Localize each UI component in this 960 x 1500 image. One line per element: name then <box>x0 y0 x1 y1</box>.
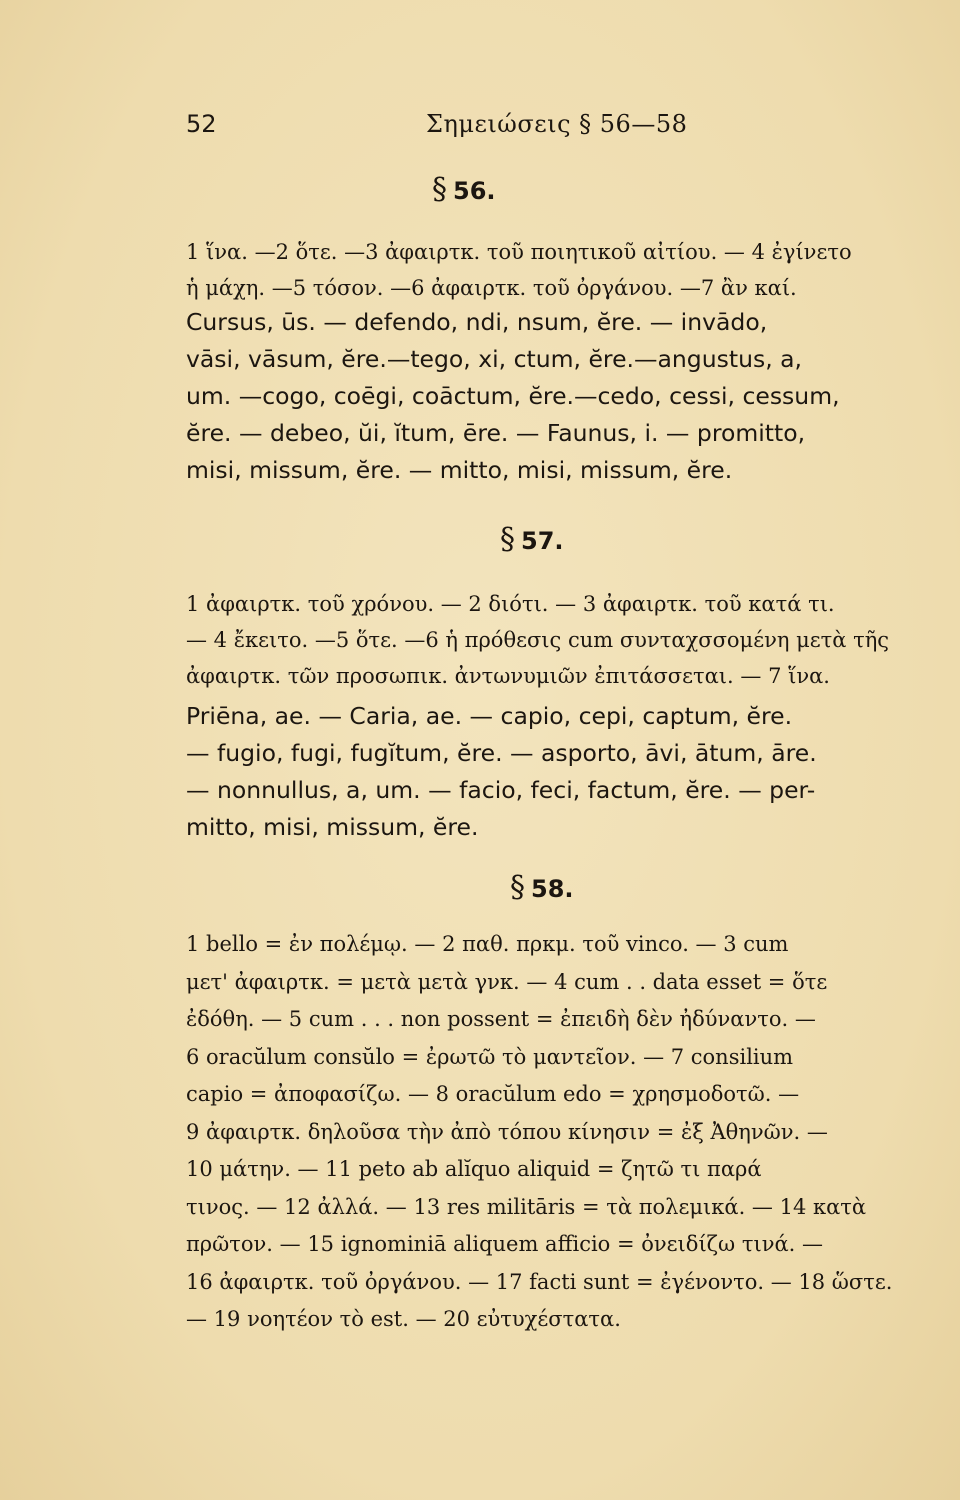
greek-note-line: — 4 ἔκειτο. —5 ὅτε. —6 ἡ πρόθεσις cum συνταχσσομένη μετὰ τῆς <box>186 628 890 652</box>
section-heading-57 <box>500 522 564 557</box>
latin-vocab-line: vāsi, vāsum, ĕre.—tego, xi, ctum, ĕre.—angustus, a, <box>186 345 803 373</box>
mixed-note-line: 10 μάτην. — 11 peto ab alĭquo aliquid = ζητῶ τι παρά <box>186 1157 762 1181</box>
section-57-vocabulary <box>186 698 817 846</box>
latin-vocab-line: Priēna, ae. — Caria, ae. — capio, cepi, captum, ĕre. <box>186 702 793 730</box>
latin-vocab-line: — nonnullus, a, um. — facio, feci, factum, ĕre. — per- <box>186 776 816 804</box>
section-number: 56. <box>453 177 496 205</box>
mixed-note-line: 1 bello = ἐν πολέμῳ. — 2 παθ. πρκμ. τοῦ vinco. — 3 cum <box>186 932 789 956</box>
mixed-note-line: πρῶτον. — 15 ignominiā aliquem afficio = ὀνειδίζω τινά. — <box>186 1232 824 1256</box>
mixed-note-line: 9 ἀφαιρτκ. δηλοῦσα τὴν ἀπὸ τόπου κίνησιν = ἐξ Ἀθηνῶν. — <box>186 1119 828 1144</box>
mixed-note-line: — 19 νοητέον τὸ est. — 20 εὐτυχέστατα. <box>186 1307 621 1331</box>
section-57-notes <box>186 586 890 694</box>
page-header <box>186 110 746 140</box>
section-heading-58 <box>510 870 574 905</box>
section-number: 57. <box>521 527 564 555</box>
section-56-notes <box>186 234 852 306</box>
latin-vocab-line: mitto, misi, missum, ĕre. <box>186 813 479 841</box>
mixed-note-line: ἐδόθη. — 5 cum . . . non possent = ἐπειδὴ δὲν ἠδύναντο. — <box>186 1007 816 1031</box>
section-symbol: § <box>500 522 515 557</box>
section-number: 58. <box>531 875 574 903</box>
latin-vocab-line: Cursus, ūs. — defendo, ndi, nsum, ĕre. — invādo, <box>186 308 768 336</box>
section-56-vocabulary <box>186 304 840 489</box>
greek-note-line: ἡ μάχη. —5 τόσον. —6 ἀφαιρτκ. τοῦ ὀργάνου. —7 ἂν καί. <box>186 276 797 300</box>
page-number: 52 <box>186 110 217 138</box>
mixed-note-line: τινος. — 12 ἀλλά. — 13 res militāris = τὰ πολεμικά. — 14 κατὰ <box>186 1194 867 1219</box>
greek-note-line: 1 ἵνα. —2 ὅτε. —3 ἀφαιρτκ. τοῦ ποιητικοῦ αἰτίου. — 4 ἐγίνετο <box>186 240 852 264</box>
section-58-notes <box>186 926 893 1339</box>
latin-vocab-line: misi, missum, ĕre. — mitto, misi, missum, ĕre. <box>186 456 733 484</box>
section-symbol: § <box>510 870 525 905</box>
greek-note-line: 1 ἀφαιρτκ. τοῦ χρόνου. — 2 διότι. — 3 ἀφαιρτκ. τοῦ κατά τι. <box>186 592 835 616</box>
mixed-note-line: 6 oracŭlum consŭlo = ἐρωτῶ τὸ μαντεῖον. — 7 consilium <box>186 1044 794 1069</box>
latin-vocab-line: ĕre. — debeo, ŭi, ĭtum, ēre. — Faunus, i. — promitto, <box>186 419 806 447</box>
greek-note-line: ἀφαιρτκ. τῶν προσωπικ. ἀντωνυμιῶν ἐπιτάσσεται. — 7 ἵνα. <box>186 664 830 688</box>
mixed-note-line: 16 ἀφαιρτκ. τοῦ ὀργάνου. — 17 facti sunt = ἐγένοντο. — 18 ὥστε. <box>186 1269 893 1294</box>
latin-vocab-line: um. —cogo, coēgi, coāctum, ĕre.—cedo, cessi, cessum, <box>186 382 840 410</box>
latin-vocab-line: — fugio, fugi, fugĭtum, ĕre. — asporto, āvi, ātum, āre. <box>186 739 817 767</box>
mixed-note-line: μετ' ἀφαιρτκ. = μετὰ μετὰ γνκ. — 4 cum . . data esset = ὅτε <box>186 969 828 994</box>
mixed-note-line: capio = ἀποφασίζω. — 8 oracŭlum edo = χρησμοδοτῶ. — <box>186 1082 800 1106</box>
running-title: Σημειώσεις § 56—58 <box>426 110 688 138</box>
section-symbol: § <box>432 172 447 207</box>
section-heading-56 <box>432 172 496 207</box>
